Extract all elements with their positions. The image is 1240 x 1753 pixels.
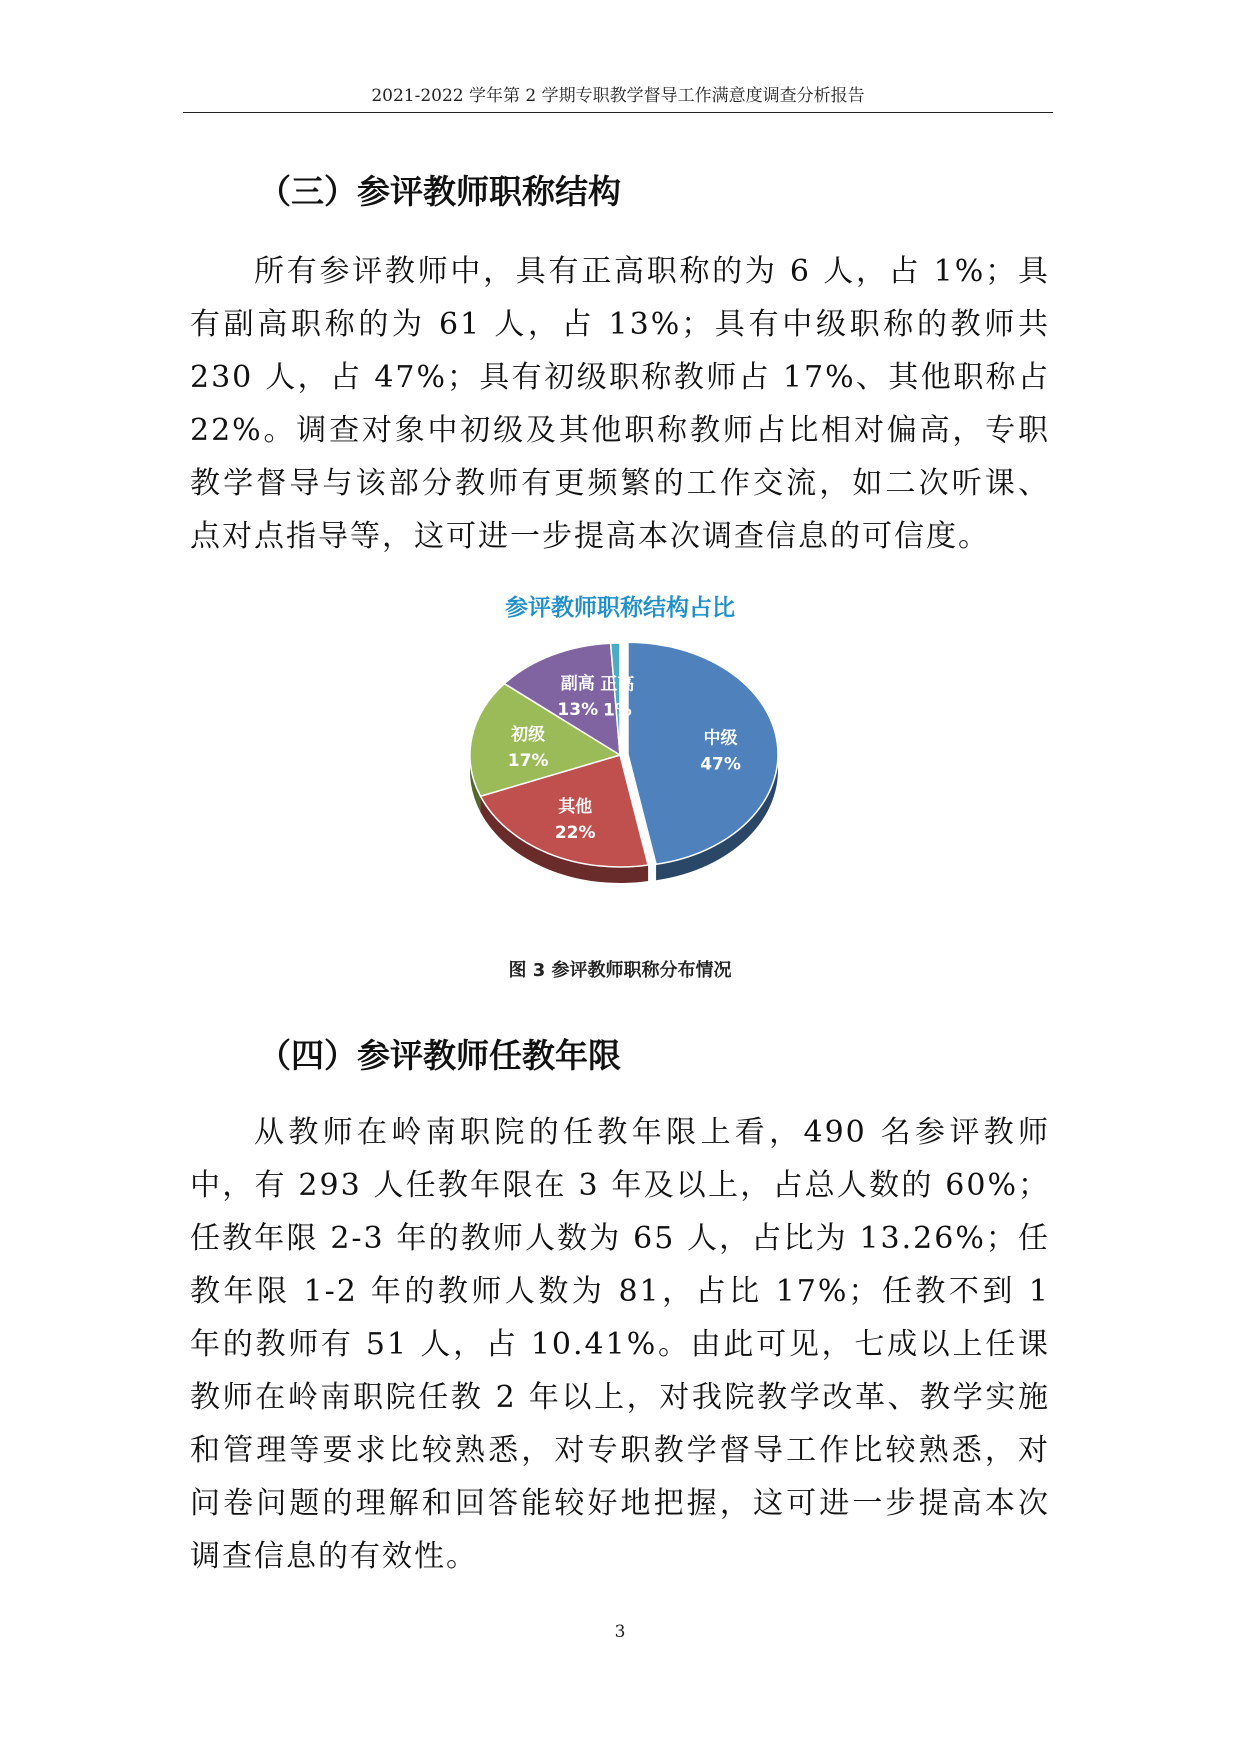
slice-4-value-label: 1% [602,700,632,721]
page-number: 3 [614,1622,626,1642]
slice-4-name-label: 正高 [600,674,635,695]
figure-caption: 图 3 参评教师职称分布情况 [508,960,732,981]
slice-2-value-label: 17% [507,751,549,772]
slice-3-name-label: 副高 [560,674,595,695]
section-3-paragraph: 所有参评教师中，具有正高职称的为 6 人，占 1%；具有副高职称的为 61 人，占 13%；具有中级职称的教师共 230 人，占 47%；具有初级职称教师占 17%、其他职称占 22%。调查对象中初级及其他职称教师占比相对偏高，专职教学督导与该部分教师有更频繁的工作交流，如二次听课、点对点指导等，这可进一步提高本次调查信息的可信度。 [190,254,1050,554]
slice-1-name-label: 其他 [558,796,593,817]
slice-3-value-label: 13% [557,700,599,721]
pie-chart [440,625,800,905]
page-header: 2021-2022 学年第 2 学期专职教学督导工作满意度调查分析报告 [183,84,1053,113]
slice-2-name-label: 初级 [511,725,546,746]
slice-1-value-label: 22% [554,822,596,843]
slice-0 [628,642,778,864]
section-heading-3: （三）参评教师职称结构 [258,172,621,211]
slice-0-name-label: 中级 [703,728,738,749]
slice-0-value-label: 47% [700,754,741,775]
chart-title: 参评教师职称结构占比 [505,595,735,621]
section-4-paragraph: 从教师在岭南职院的任教年限上看，490 名参评教师中，有 293 人任教年限在 3 年及以上，占总人数的 60%；任教年限 2-3 年的教师人数为 65 人，占比为 13.26%；任教年限 1-2 年的教师人数为 81，占比 17%；任教不到 1 年的教师有 51 人，占 10.41%。由此可见，七成以上任课教师在岭南职院任教 2 年以上，对我院教学改革、教学实施和管理等要求比较熟悉，对专职教学督导工作比较熟悉，对问卷问题的理解和回答能较好地把握，这可进一步提高本次调查信息的有效性。 [190,1115,1050,1574]
section-heading-4: （四）参评教师任教年限 [258,1036,621,1075]
